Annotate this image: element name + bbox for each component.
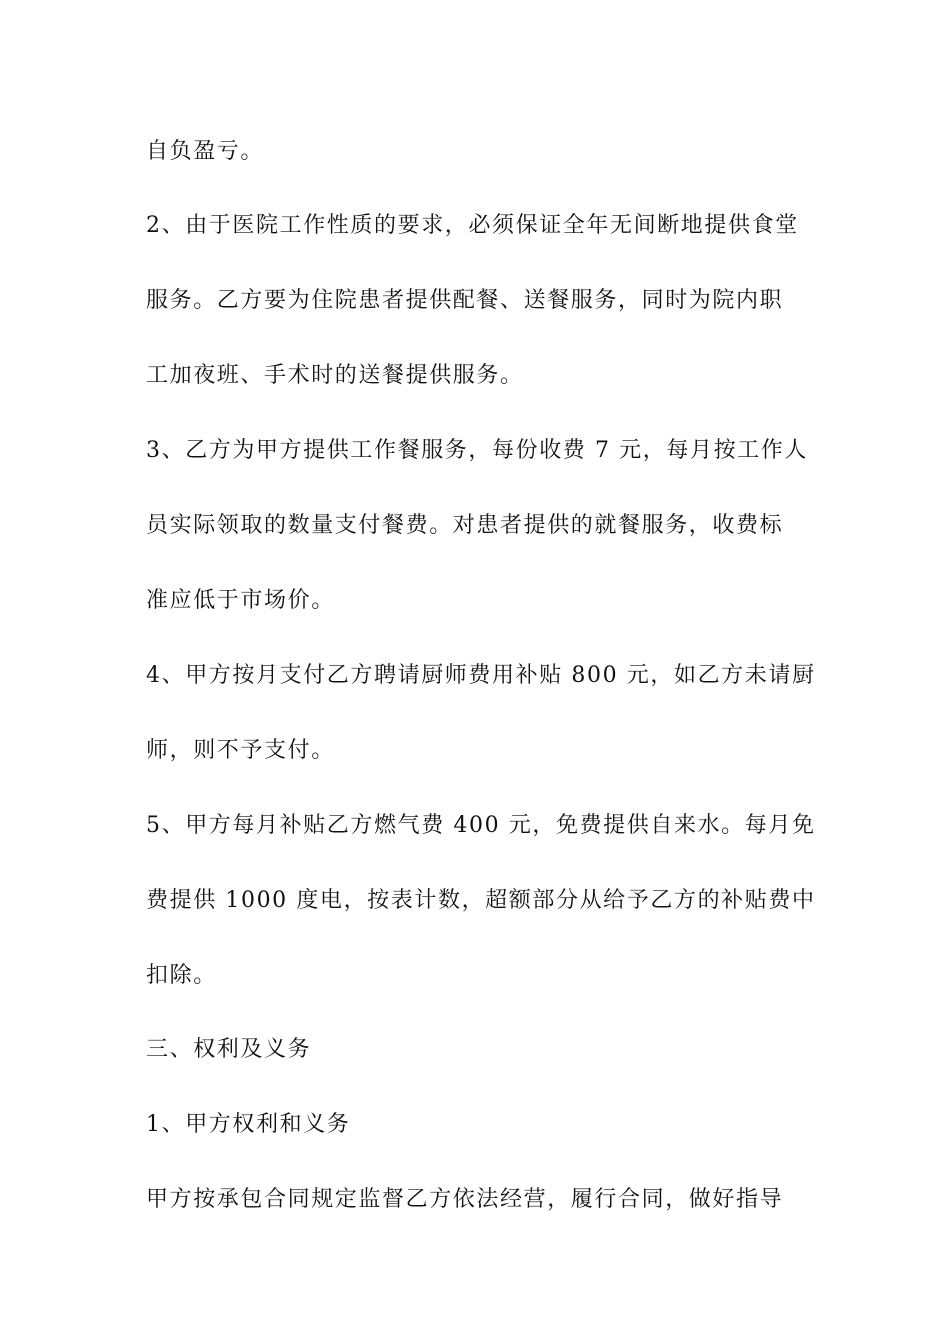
subsection-heading: 1、甲方权利和义务	[146, 1112, 351, 1137]
clause-4-line-1: 4、甲方按月支付乙方聘请厨师费用补贴 800 元，如乙方未请厨	[146, 663, 816, 688]
clause-4-line-2: 师，则不予支付。	[146, 738, 335, 763]
clause-3-line-3: 准应低于市场价。	[146, 588, 335, 613]
clause-5-line-1: 5、甲方每月补贴乙方燃气费 400 元，免费提供自来水。每月免	[146, 813, 816, 838]
section-heading: 三、权利及义务	[146, 1037, 312, 1062]
paragraph-line: 甲方按承包合同规定监督乙方依法经营，履行合同，做好指导	[146, 1187, 784, 1212]
clause-2-line-1: 2、由于医院工作性质的要求，必须保证全年无间断地提供食堂	[146, 213, 799, 238]
text-line: 自负盈亏。	[146, 139, 265, 164]
clause-5-line-2: 费提供 1000 度电，按表计数，超额部分从给予乙方的补贴费中	[146, 888, 816, 913]
clause-2-line-3: 工加夜班、手术时的送餐提供服务。	[146, 363, 524, 388]
clause-5-line-3: 扣除。	[146, 963, 217, 988]
clause-3-line-1: 3、乙方为甲方提供工作餐服务，每份收费 7 元，每月按工作人	[146, 438, 808, 463]
clause-3-line-2: 员实际领取的数量支付餐费。对患者提供的就餐服务，收费标	[146, 513, 784, 538]
clause-2-line-2: 服务。乙方要为住院患者提供配餐、送餐服务，同时为院内职	[146, 288, 784, 313]
